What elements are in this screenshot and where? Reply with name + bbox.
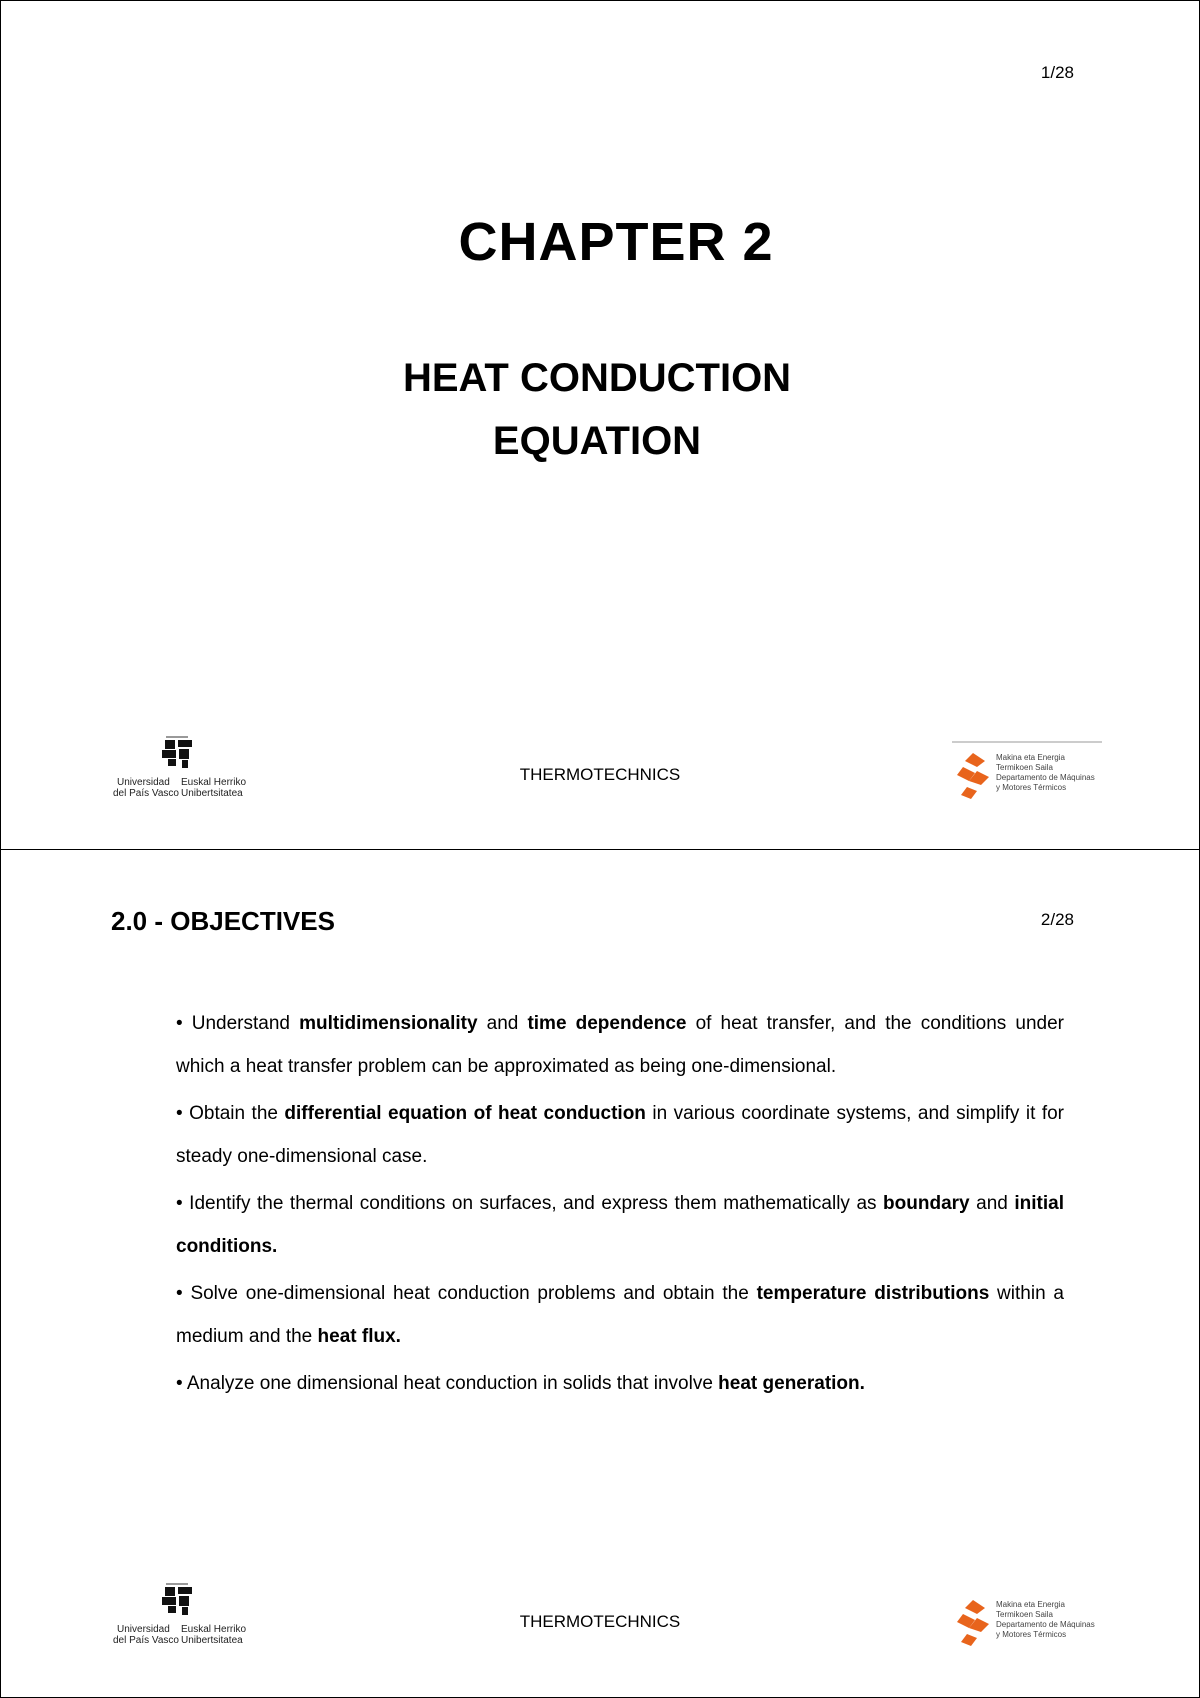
list-item: • Understand multidimensionality and time dependence of heat transfer, and the conditions under which a heat transfer problem can be approximated as being one-dimensional.: [176, 1013, 1064, 1077]
dept-text-line-3: Departamento de Máquinas: [996, 773, 1095, 782]
department-logo: [951, 741, 1103, 803]
dept-text-line-4: y Motores Térmicos: [996, 1630, 1067, 1639]
logo-text-line-1: Universidad: [117, 777, 170, 788]
logo-text-line-4: Unibertsitatea: [181, 1635, 243, 1646]
logo-text-line-2: del País Vasco: [113, 1635, 179, 1646]
page-number: 1/28: [1040, 63, 1074, 82]
dept-text-line-1: Makina eta Energia: [996, 753, 1065, 762]
page-number: 2/28: [1040, 910, 1074, 929]
slide-2: [0, 849, 1200, 1698]
dept-text-line-2: Termikoen Saila: [996, 1610, 1053, 1619]
footer-course-name: THERMOTECHNICS: [519, 1612, 681, 1631]
slide-title-line-1: HEAT CONDUCTION: [402, 356, 792, 400]
objectives-list: [176, 1002, 1064, 1409]
logo-text-line-3: Euskal Herriko: [181, 1624, 247, 1635]
department-logo: [951, 1588, 1103, 1650]
dept-text-line-1: Makina eta Energia: [996, 1600, 1065, 1609]
list-item: • Obtain the differential equation of heat conduction in various coordinate systems, and simplify it for steady one-dimensional case.: [176, 1103, 1064, 1167]
slide-title-line-2: EQUATION: [492, 419, 702, 463]
list-item: • Identify the thermal conditions on surfaces, and express them mathematically as boundary and initial conditions.: [176, 1193, 1064, 1257]
dept-text-line-2: Termikoen Saila: [996, 763, 1053, 772]
logo-text-line-4: Unibertsitatea: [181, 788, 243, 799]
section-heading: 2.0 - OBJECTIVES: [111, 906, 335, 936]
department-emblem-icon: [951, 1588, 1103, 1650]
list-item: • Analyze one dimensional heat conduction in solids that involve heat generation.: [176, 1373, 865, 1394]
logo-text-line-2: del País Vasco: [113, 788, 179, 799]
chapter-title: CHAPTER 2: [458, 212, 774, 272]
footer-course-name: THERMOTECHNICS: [519, 765, 681, 784]
department-emblem-icon: [951, 741, 1103, 803]
dept-text-line-3: Departamento de Máquinas: [996, 1620, 1095, 1629]
dept-text-line-4: y Motores Térmicos: [996, 783, 1067, 792]
logo-text-line-3: Euskal Herriko: [181, 777, 247, 788]
logo-text-line-1: Universidad: [117, 1624, 170, 1635]
list-item: • Solve one-dimensional heat conduction problems and obtain the temperature distributions within a medium and the heat flux.: [176, 1283, 1064, 1347]
